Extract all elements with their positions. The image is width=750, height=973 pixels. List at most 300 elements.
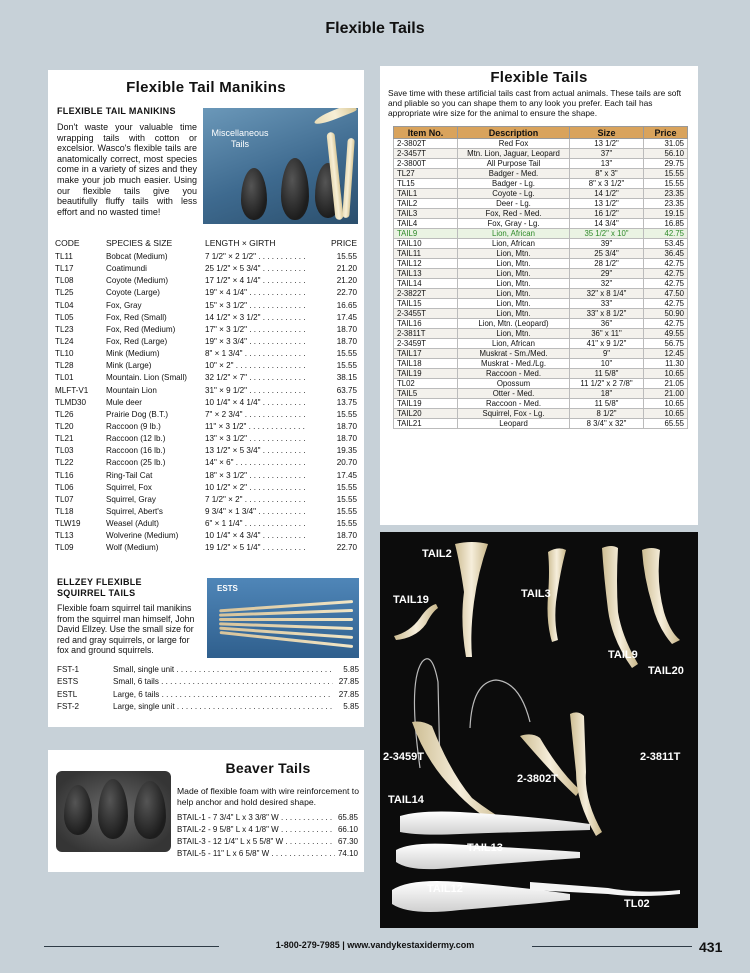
price: 18.70 [336,531,357,541]
item-code: TL20 [55,421,74,431]
price: 18.70 [336,336,357,346]
table-row [55,385,357,397]
label-tail2: TAIL2 [422,548,452,560]
item-description: Lion, African [458,229,570,239]
item-size: 32" x 8 1/4" [570,289,644,299]
item-description: Lion, Mtn. [458,329,570,339]
item-code: TL10 [55,349,74,359]
price: 23.35 [644,189,688,199]
price: 47.50 [644,289,688,299]
price: 18.70 [336,324,357,334]
item-description: Mtn. Lion, Jaguar, Leopard [458,149,570,159]
price: 11.30 [644,359,688,369]
price: 29.75 [644,159,688,169]
item-size: 11 1/2" x 2 7/8" [570,379,644,389]
item-description: BTAIL-5 - 11" L x 6 5/8" W . . . [177,849,335,858]
table-row [55,372,357,384]
species-size: Coyote (Medium) [106,276,169,286]
table-row [55,300,357,312]
item-number: TL15 [394,179,458,189]
price: 17.45 [336,470,357,480]
length-girth: 17 1/2" × 4 1/4" . . . [205,276,306,285]
table-row [394,279,688,289]
table-row [55,494,357,506]
item-description: Opossum [458,379,570,389]
table-row [55,482,357,494]
item-code: TL24 [55,336,74,346]
item-size: 36" [570,319,644,329]
item-number: 2-3822T [394,289,458,299]
table-row [394,149,688,159]
length-girth: 25 1/2" × 5 3/4" . . . [205,264,306,273]
beaver-tail-shape [98,779,128,839]
length-girth: 10 1/4" × 4 1/4" . . . [205,398,306,407]
table-row [394,239,688,249]
item-number: TAIL16 [394,319,458,329]
table-row [55,263,357,275]
column-description: Description [458,127,570,139]
table-row [55,530,357,542]
table-row [394,249,688,259]
item-code: TLW19 [55,519,81,529]
price: 42.75 [644,279,688,289]
price: 5.85 [343,701,359,711]
column-price: PRICE [331,238,357,248]
item-size: 11 5/8" [570,399,644,409]
species-size: Mountain. Lion (Small) [106,373,187,383]
length-girth: 14" × 6" . . . [205,458,306,467]
cream-tail-shape [313,108,357,127]
item-description: Lion, Mtn. [458,309,570,319]
label-tail14: TAIL14 [388,794,424,806]
miscellaneous-tails-label: Miscellaneous Tails [211,128,269,149]
price: 21.00 [644,389,688,399]
table-row [394,169,688,179]
table-row [394,159,688,169]
table-row [394,379,688,389]
price: 15.55 [644,169,688,179]
price: 15.55 [644,179,688,189]
item-size: 8 1/2" [570,409,644,419]
ellzey-squirrel-tails-photo [207,578,359,658]
label-tail13: TAIL13 [467,842,503,854]
table-row [55,433,357,445]
species-size: Squirrel, Gray [106,494,156,504]
item-number: TL02 [394,379,458,389]
price: 16.85 [644,219,688,229]
item-code: TL21 [55,434,74,444]
item-code: TL28 [55,361,74,371]
table-row [394,369,688,379]
length-girth: 7 1/2" × 2" . . . [205,495,306,504]
species-size: Mink (Medium) [106,349,160,359]
price: 15.55 [336,409,357,419]
table-row [394,339,688,349]
length-girth: 19" × 4 1/4" . . . [205,288,306,297]
price: 10.65 [644,369,688,379]
table-row [55,287,357,299]
beaver-table [177,812,358,860]
price: 5.85 [343,665,359,674]
price: 50.90 [644,309,688,319]
item-description: Fox, Red - Med. [458,209,570,219]
page-title: Flexible Tails [325,20,425,37]
table-row [394,199,688,209]
table-row [55,470,357,482]
item-description: Coyote - Lg. [458,189,570,199]
species-size: Raccoon (9 lb.) [106,421,161,431]
item-number: TAIL10 [394,239,458,249]
item-description: Lion, African [458,239,570,249]
label-tail19: TAIL19 [393,594,429,606]
length-girth: 31" × 9 1/2" . . . [205,386,306,395]
item-description: Fox, Gray - Lg. [458,219,570,229]
table-row [55,518,357,530]
item-size: 41" x 9 1/2" [570,339,644,349]
price: 42.75 [644,299,688,309]
item-size: 25 3/4" [570,249,644,259]
species-size: Coatimundi [106,264,147,274]
table-row [177,812,358,824]
item-size: 14 3/4" [570,219,644,229]
item-description: Otter - Med. [458,389,570,399]
item-code: TL09 [55,543,74,553]
item-number: TAIL3 [394,209,458,219]
species-size: Fox, Red (Large) [106,336,168,346]
table-row [55,324,357,336]
table-row [55,542,357,554]
item-description: Muskrat - Med./Lg. [458,359,570,369]
table-row [394,189,688,199]
price: 15.55 [336,519,357,529]
wire-3802 [470,680,530,728]
species-size: Squirrel, Fox [106,482,152,492]
item-size: 13 1/2" [570,139,644,149]
item-number: TAIL11 [394,249,458,259]
price: 42.75 [644,229,688,239]
item-size: 14 1/2" [570,189,644,199]
tail2-shape [455,542,488,657]
price: 22.70 [336,288,357,298]
table-row [394,139,688,149]
beaver-description: Made of flexible foam with wire reinforcement to help anchor and hold desired shape. [177,786,359,807]
item-description: Lion, Mtn. (Leopard) [458,319,570,329]
item-description: Lion, Mtn. [458,269,570,279]
tail19-shape [394,604,438,640]
table-row [394,309,688,319]
item-description: Large, single unit . . . [113,702,333,711]
length-girth: 7" × 2 3/4" . . . [205,410,306,419]
manikins-panel [48,70,364,727]
item-code: TL05 [55,312,74,322]
length-girth: 10 1/4" × 4 3/4" . . . [205,531,306,540]
table-row [394,229,688,239]
species-size: Mountain Lion [106,385,157,395]
item-size: 18" [570,389,644,399]
beaver-tail-shape [134,781,166,839]
beaver-heading: Beaver Tails [225,760,311,776]
length-girth: 17" × 3 1/2" . . . [205,325,306,334]
item-number: TAIL1 [394,189,458,199]
price: 18.70 [336,434,357,444]
item-code: MLFT-V1 [55,385,89,395]
item-number: TAIL17 [394,349,458,359]
price: 27.85 [338,689,359,699]
item-number: TAIL19 [394,369,458,379]
item-code: ESTS [57,677,79,687]
item-size: 10" [570,359,644,369]
item-code: TL04 [55,300,74,310]
price: 18.70 [336,421,357,431]
length-girth: 15" × 3 1/2" . . . [205,301,306,310]
species-size: Mule deer [106,397,142,407]
item-description: Lion, Mtn. [458,289,570,299]
length-girth: 11" × 3 1/2" . . . [205,422,306,431]
item-number: TAIL14 [394,279,458,289]
table-row [394,329,688,339]
price: 38.15 [336,373,357,383]
table-row [55,397,357,409]
table-row [55,409,357,421]
price: 49.55 [644,329,688,339]
item-size: 16 1/2" [570,209,644,219]
item-number: 2-3800T [394,159,458,169]
table-row [55,360,357,372]
table-row [57,664,359,676]
beaver-tail-shape [241,168,267,220]
length-girth: 19" × 3 3/4" . . . [205,337,306,346]
price: 17.45 [336,312,357,322]
item-code: TL26 [55,409,74,419]
price: 63.75 [336,385,357,395]
length-girth: 13 1/2" × 5 3/4" . . . [205,446,306,455]
table-row [55,251,357,263]
length-girth: 9 3/4" × 1 3/4" . . . [205,507,306,516]
table-row [394,359,688,369]
price: 15.55 [336,349,357,359]
label-tl02: TL02 [624,898,650,910]
item-description: Raccoon - Med. [458,369,570,379]
species-size: Fox, Gray [106,300,142,310]
species-size: Bobcat (Medium) [106,252,168,261]
item-code: TLMD30 [55,397,87,407]
item-code: TL22 [55,458,74,468]
table-row [55,275,357,287]
item-number: TAIL13 [394,269,458,279]
item-number: TAIL4 [394,219,458,229]
length-girth: 10" × 2" . . . [205,361,306,370]
price: 19.35 [336,446,357,456]
species-size: Wolverine (Medium) [106,531,179,541]
species-size: Fox, Red (Medium) [106,324,176,334]
price: 15.55 [336,252,357,261]
table-row [394,209,688,219]
price: 31.05 [644,139,688,149]
species-size: Raccoon (16 lb.) [106,446,166,456]
length-girth: 13" × 3 1/2" . . . [205,434,306,443]
price: 15.55 [336,482,357,492]
item-number: TAIL12 [394,259,458,269]
ellzey-description: Flexible foam squirrel tail manikins from the squirrel man himself, John David Ellzey. Use the small size for red and gray squirrels, or large for fox and ground squirrels. [57,603,195,655]
item-number: TAIL21 [394,419,458,429]
price: 27.85 [338,677,359,687]
beaver-tails-photo [56,771,171,852]
item-number: 2-3455T [394,309,458,319]
item-size: 8" x 3" [570,169,644,179]
item-code: TL17 [55,264,74,274]
price: 12.45 [644,349,688,359]
price: 21.05 [644,379,688,389]
table-row [55,445,357,457]
flexible-tails-table [393,126,688,429]
item-description: Badger - Med. [458,169,570,179]
price: 53.45 [644,239,688,249]
price: 19.15 [644,209,688,219]
cream-tail-shape [342,138,355,218]
item-number: TAIL20 [394,409,458,419]
tail14-shape [400,812,590,835]
tail20-shape [642,548,680,644]
ellzey-table [57,664,359,713]
species-size: Raccoon (12 lb.) [106,434,166,444]
item-description: Small, 6 tails . . . [113,677,333,686]
table-row [57,701,359,713]
flexible-tails-description: Save time with these artificial tails cast from actual animals. These tails are soft and pliable so you can shape them to any look you prefer. Each tail has appropriate wire size for the animal to ensure the shape. [388,88,682,118]
species-size: Wolf (Medium) [106,543,159,553]
item-size: 8" x 3 1/2" [570,179,644,189]
price: 74.10 [337,849,358,858]
item-description: Muskrat - Sm./Med. [458,349,570,359]
price: 20.70 [336,458,357,468]
price: 56.75 [644,339,688,349]
price: 21.20 [336,276,357,286]
column-item: Item No. [394,127,458,139]
item-code: TL06 [55,482,74,492]
table-row [394,269,688,279]
label-tail20: TAIL20 [648,665,684,677]
price: 42.75 [644,259,688,269]
species-size: Prairie Dog (B.T.) [106,409,169,419]
item-code: TL03 [55,446,74,456]
label-2-3811t: 2-3811T [640,751,681,763]
table-row [55,336,357,348]
label-tail3: TAIL3 [521,588,551,600]
length-girth: 6" × 1 1/4" . . . [205,519,306,528]
label-2-3459t: 2-3459T [383,751,424,763]
item-size: 29" [570,269,644,279]
flexible-tails-heading: Flexible Tails [490,69,588,86]
item-number: TL27 [394,169,458,179]
item-code: TL16 [55,470,74,480]
label-tail9: TAIL9 [608,649,638,661]
manikins-heading: Flexible Tail Manikins [126,79,286,96]
tails-photo-panel [380,532,698,928]
species-size: Ring-Tail Cat [106,470,153,480]
price: 65.55 [644,419,688,429]
table-header-row [394,127,688,139]
item-code: ESTL [57,689,78,699]
species-size: Raccoon (25 lb.) [106,458,166,468]
price: 21.20 [336,264,357,274]
price: 10.65 [644,409,688,419]
species-size: Weasel (Adult) [106,519,159,529]
table-row [394,409,688,419]
item-size: 32" [570,279,644,289]
item-description: Lion, African [458,339,570,349]
foam-tail-shape [219,618,353,621]
item-description: Lion, Mtn. [458,299,570,309]
table-row [394,349,688,359]
item-description: Lion, Mtn. [458,249,570,259]
item-size: 39" [570,239,644,249]
table-row [394,419,688,429]
flexible-tails-panel [380,66,698,525]
beaver-tail-shape [64,785,92,835]
price: 10.65 [644,399,688,409]
item-description: Large, 6 tails . . . [113,690,333,699]
species-size: Mink (Large) [106,361,152,371]
table-row [55,457,357,469]
length-girth: 7 1/2" × 2 1/2" . . . [205,252,306,261]
item-description: BTAIL-1 - 7 3/4" L x 3 3/8" W . . . [177,813,335,822]
ellzey-subheading: ELLZEY FLEXIBLE SQUIRREL TAILS [57,577,142,598]
item-code: TL01 [55,373,74,383]
label-2-3802t: 2-3802T [517,773,558,785]
price: 22.70 [336,543,357,553]
item-number: TAIL2 [394,199,458,209]
table-row [394,179,688,189]
miscellaneous-tails-photo [203,108,358,224]
table-row [55,506,357,518]
item-description: Leopard [458,419,570,429]
column-code: CODE [55,238,80,248]
beaver-tail-shape [281,158,309,220]
item-size: 8 3/4" x 32" [570,419,644,429]
length-girth: 19 1/2" × 5 1/4" . . . [205,543,306,552]
item-code: TL25 [55,288,74,298]
item-description: Lion, Mtn. [458,279,570,289]
price: 66.10 [337,825,358,834]
item-code: TL07 [55,494,74,504]
price: 67.30 [337,837,358,846]
table-row [177,848,358,860]
page-number: 431 [699,939,723,955]
table-row [394,259,688,269]
table-row [55,312,357,324]
item-code: TL18 [55,506,74,516]
price: 15.55 [336,494,357,504]
price: 13.75 [336,397,357,407]
price: 56.10 [644,149,688,159]
item-size: 9" [570,349,644,359]
item-size: 13" [570,159,644,169]
price: 65.85 [337,813,358,822]
price: 42.75 [644,319,688,329]
column-species: SPECIES & SIZE [106,238,173,248]
price: 23.35 [644,199,688,209]
length-girth: 14 1/2" × 3 1/2" . . . [205,313,306,322]
manikins-table [55,251,357,555]
item-size: 37" [570,149,644,159]
item-code: TL13 [55,531,74,541]
item-description: BTAIL-2 - 9 5/8" L x 4 1/8" W . . . [177,825,335,834]
table-row [55,421,357,433]
price: 15.55 [336,506,357,516]
manikins-subheading: FLEXIBLE TAIL MANIKINS [57,106,176,116]
item-description: Small, single unit . . . [113,665,333,674]
item-size: 13 1/2" [570,199,644,209]
table-row [394,319,688,329]
